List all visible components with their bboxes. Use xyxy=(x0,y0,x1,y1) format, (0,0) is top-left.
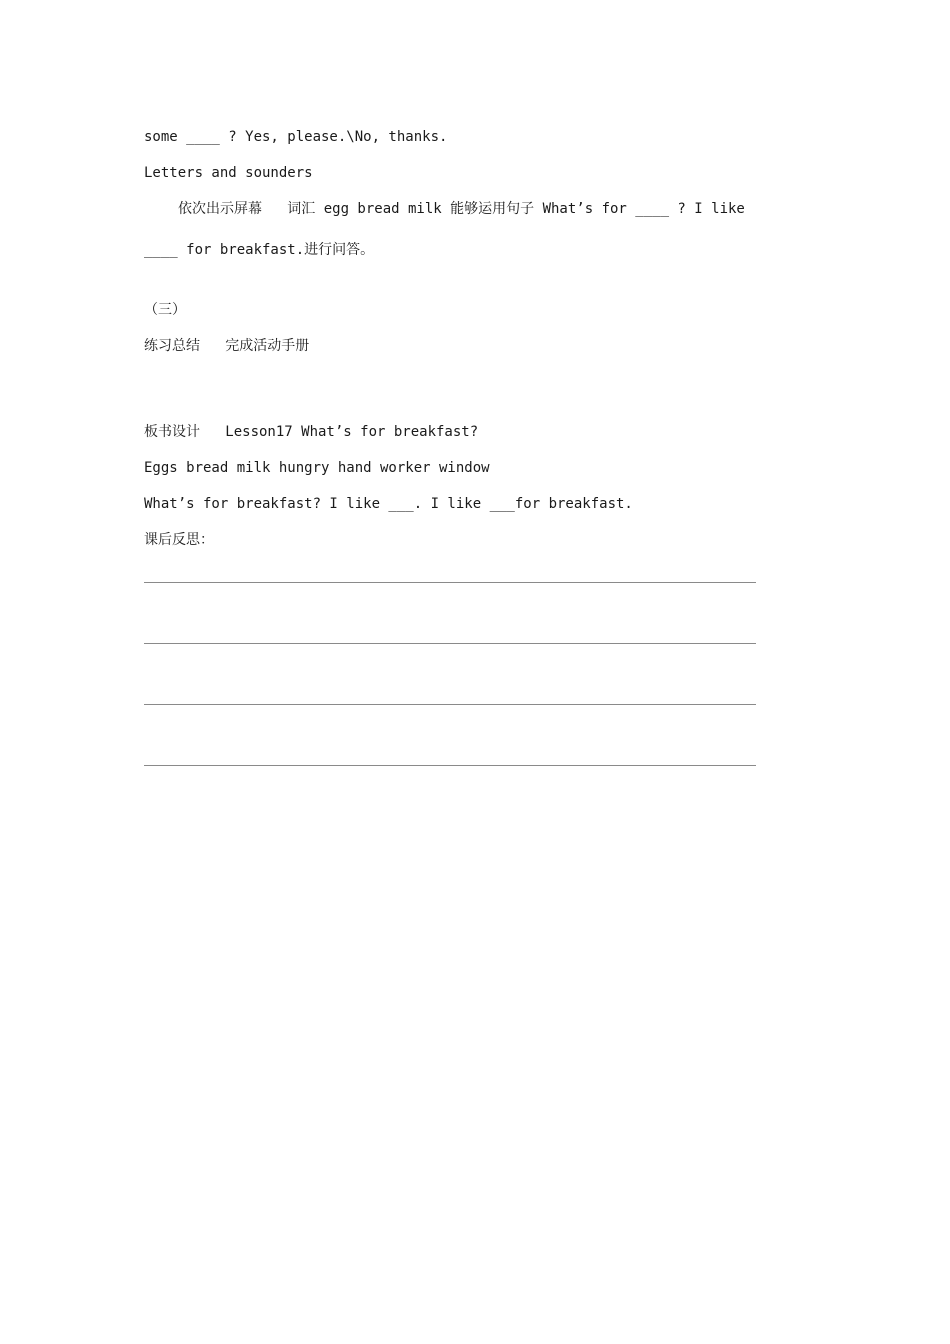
reflection-writing-line xyxy=(144,582,756,583)
reflection-writing-line xyxy=(144,704,756,705)
text-line-for-breakfast-qa: ____ for breakfast.进行问答。 xyxy=(144,242,375,258)
section-heading-three: （三） xyxy=(144,302,186,318)
text-line-board-design: 板书设计 Lesson17 What’s for breakfast? xyxy=(144,424,479,440)
text-line-screen-vocabulary: 依次出示屏幕 词汇 egg bread milk 能够运用句子 What’s for ____ ? I like xyxy=(178,201,745,217)
text-line-practice-summary: 练习总结 完成活动手册 xyxy=(144,338,310,354)
text-line-sentence-pattern: What’s for breakfast? I like ___. I like ___for breakfast. xyxy=(144,496,633,512)
text-line-some-yes-please: some ____ ? Yes, please.\No, thanks. xyxy=(144,129,448,145)
reflection-writing-line xyxy=(144,765,756,766)
text-line-vocabulary-list: Eggs bread milk hungry hand worker window xyxy=(144,460,490,476)
text-line-reflection-label: 课后反思： xyxy=(144,532,214,548)
text-line-letters-and-sounders: Letters and sounders xyxy=(144,165,313,181)
reflection-writing-line xyxy=(144,643,756,644)
